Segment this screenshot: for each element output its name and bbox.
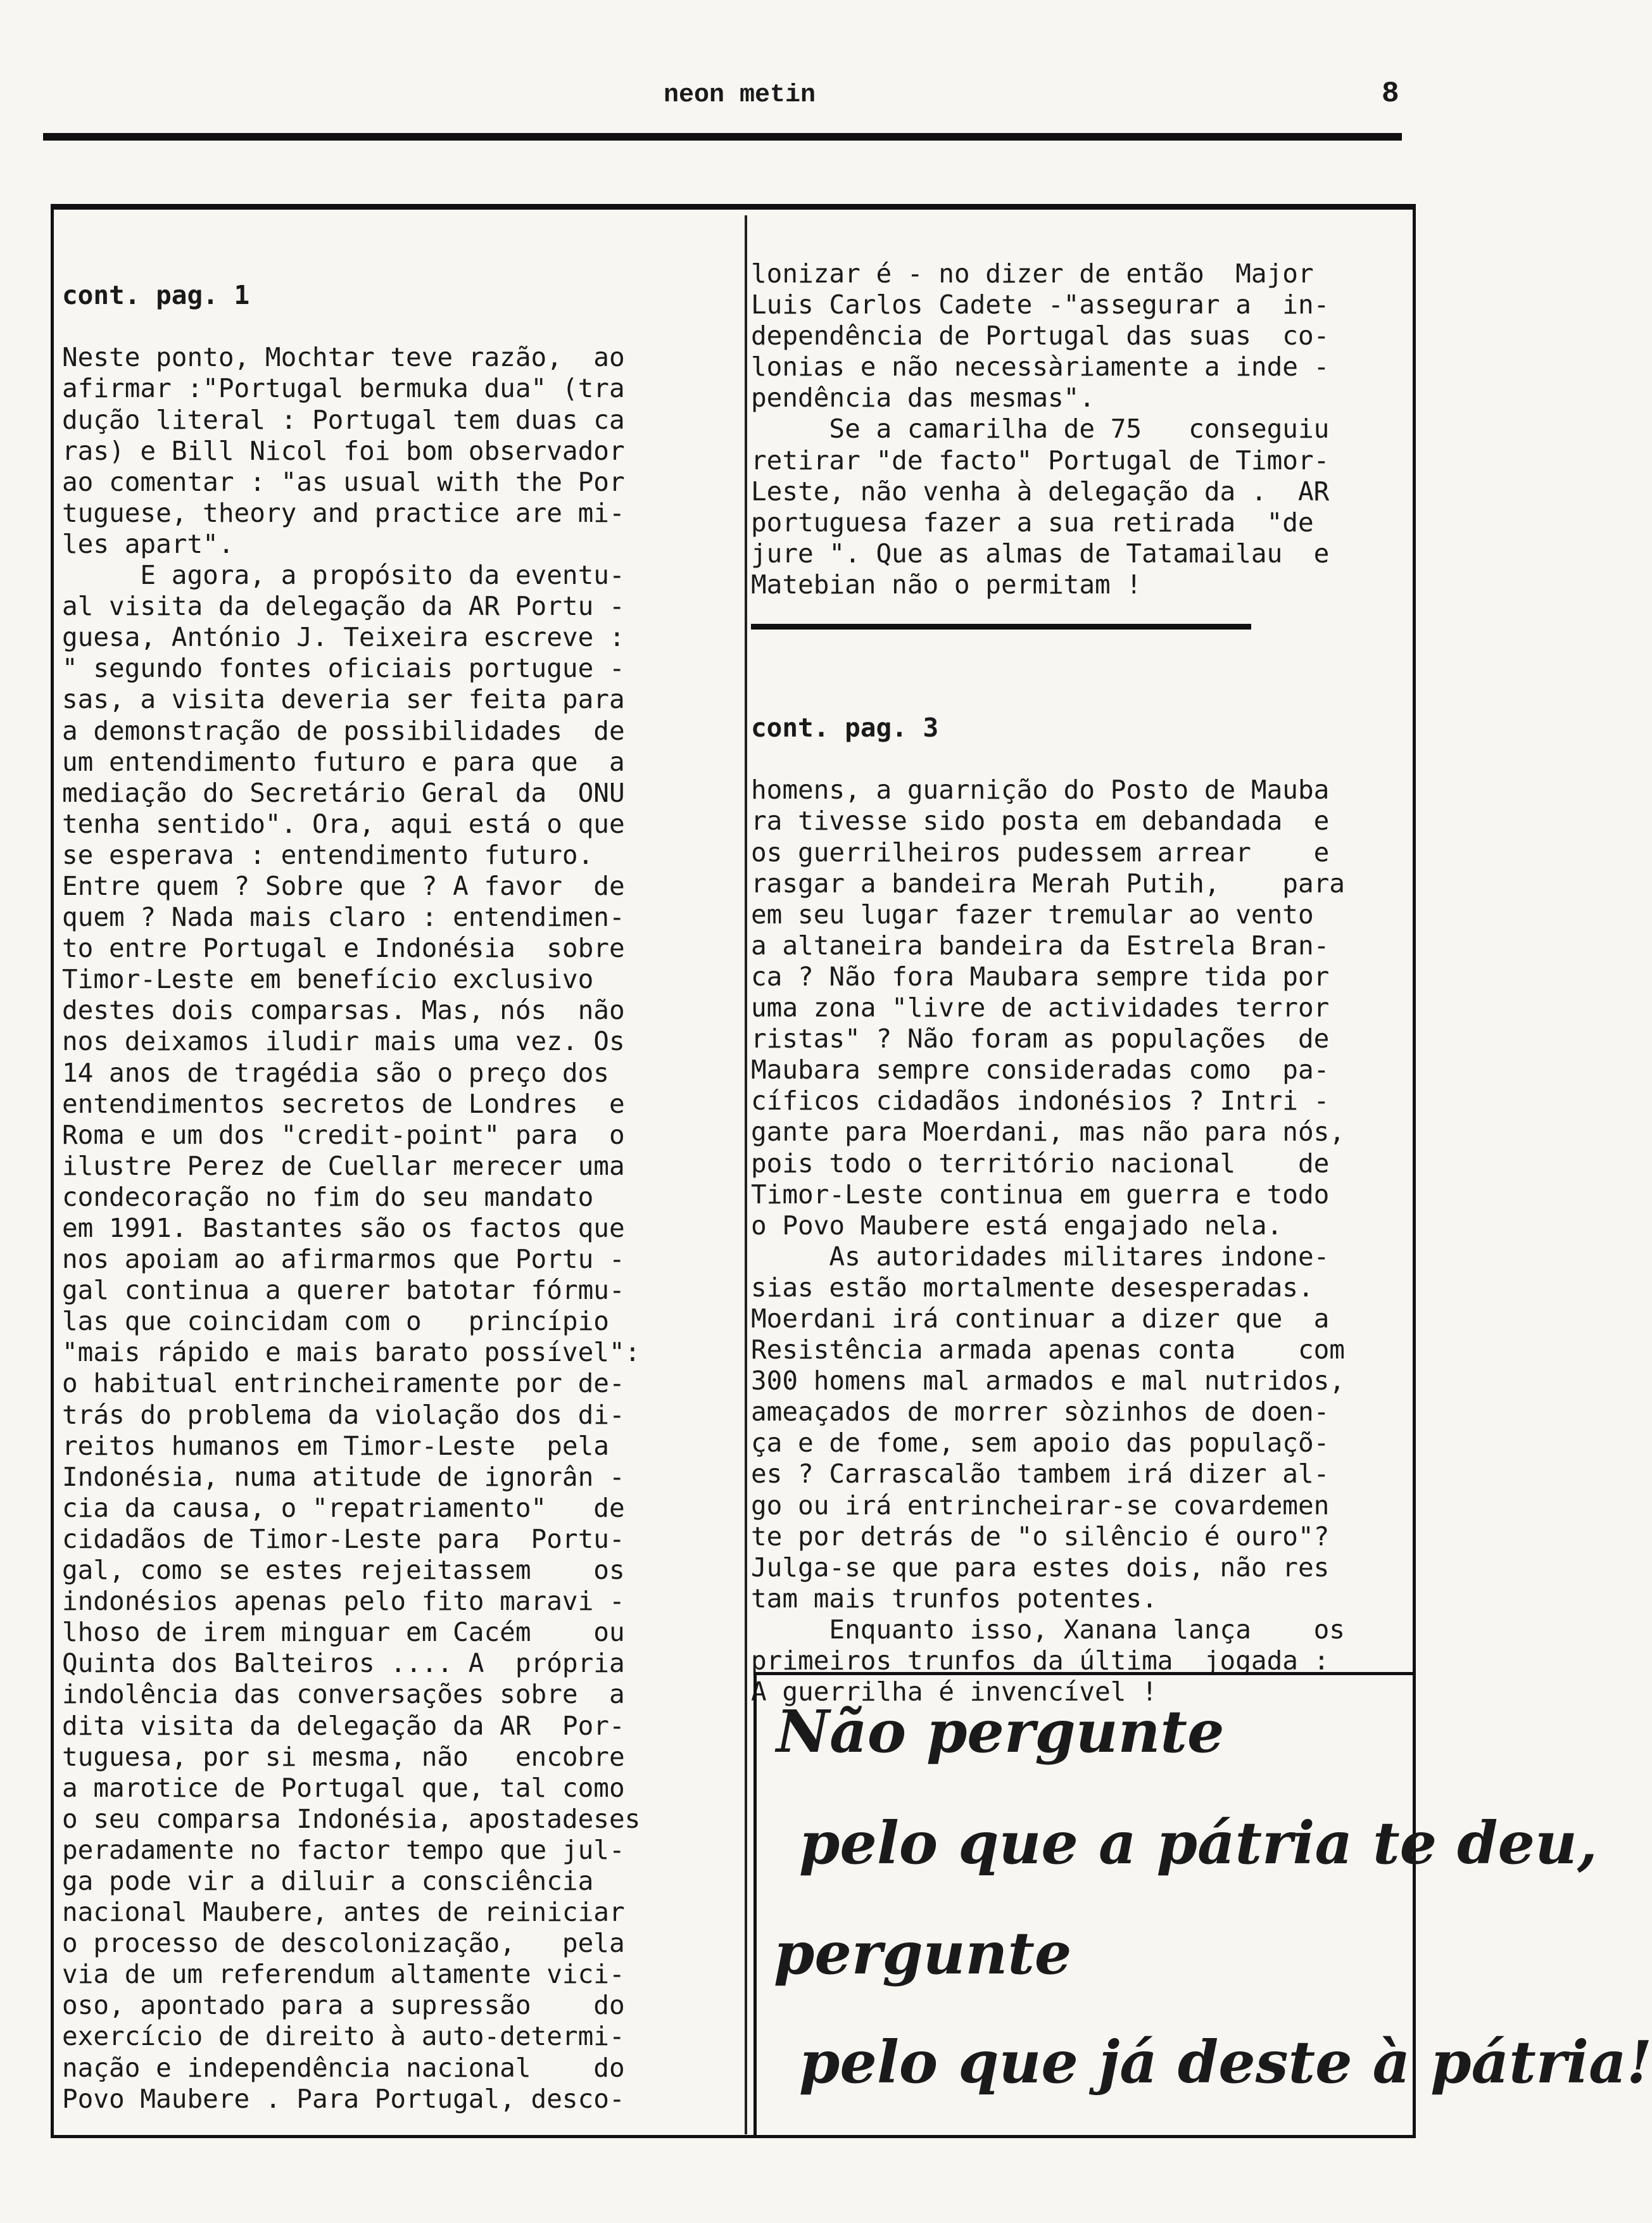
text-line: primeiros trunfos da última jogada : xyxy=(751,1645,1330,1676)
text-line: Matebian não o permitam ! xyxy=(751,569,1142,600)
newsletter-title: neon metin xyxy=(663,81,816,110)
text-line: ca ? Não fora Maubara sempre tida por xyxy=(751,961,1330,992)
text-line: o seu comparsa Indonésia, apostadeses xyxy=(62,1803,641,1834)
text-line: dita visita da delegação da AR Por- xyxy=(62,1710,625,1741)
text-line: Roma e um dos "credit-point" para o xyxy=(62,1119,625,1150)
text-line: jure ". Que as almas de Tatamailau e xyxy=(751,538,1330,569)
text-line: 14 anos de tragédia são o preço dos xyxy=(62,1057,609,1088)
text-line: Luis Carlos Cadete -"assegurar a in- xyxy=(751,289,1330,320)
text-line: Leste, não venha à delegação da . AR xyxy=(751,476,1330,507)
text-line: es ? Carrascalão tambem irá dizer al- xyxy=(751,1459,1330,1490)
right-column-top xyxy=(751,258,1409,600)
text-line: A guerrilha é invencível ! xyxy=(751,1676,1157,1707)
right-column-bottom xyxy=(751,650,1409,1707)
text-line: lonias e não necessàriamente a inde - xyxy=(751,352,1330,383)
text-line: destes dois comparsas. Mas, nós não xyxy=(62,995,625,1026)
text-line: mediação do Secretário Geral da ONU xyxy=(62,777,625,808)
quote-line: Não pergunte xyxy=(776,1697,1225,1766)
column-divider xyxy=(745,215,747,2134)
text-line: o habitual entrincheiramente por de- xyxy=(62,1368,625,1399)
section-divider xyxy=(751,624,1251,630)
text-line: las que coincidam com o princípio xyxy=(62,1306,609,1337)
text-line: os guerrilheiros pudessem arrear e xyxy=(751,837,1330,868)
text-line: se esperava : entendimento futuro. xyxy=(62,839,594,870)
text-line: " segundo fontes oficiais portugue - xyxy=(62,653,625,684)
text-line: o processo de descolonização, pela xyxy=(62,1928,625,1959)
text-line: te por detrás de "o silêncio é ouro"? xyxy=(751,1521,1330,1552)
text-line: pois todo o território nacional de xyxy=(751,1148,1330,1179)
text-line: rasgar a bandeira Merah Putih, para xyxy=(751,868,1345,899)
text-line: via de um referendum altamente vici- xyxy=(62,1959,625,1990)
text-line: um entendimento futuro e para que a xyxy=(62,746,625,777)
text-line: ristas" ? Não foram as populações de xyxy=(751,1023,1330,1054)
text-line: o Povo Maubere está engajado nela. xyxy=(751,1210,1283,1241)
text-line: tam mais trunfos potentes. xyxy=(751,1583,1157,1614)
text-line: Povo Maubere . Para Portugal, desco- xyxy=(62,2083,625,2114)
text-line: Maubara sempre consideradas como pa- xyxy=(751,1054,1330,1086)
text-line: a demonstração de possibilidades de xyxy=(62,715,625,746)
text-line: Entre quem ? Sobre que ? A favor de xyxy=(62,870,625,901)
text-line: cidadãos de Timor-Leste para Portu- xyxy=(62,1523,625,1554)
text-line: Enquanto isso, Xanana lança os xyxy=(751,1614,1345,1645)
text-line: em 1991. Bastantes são os factos que xyxy=(62,1213,625,1243)
text-line: nos deixamos iludir mais uma vez. Os xyxy=(62,1026,625,1057)
left-column xyxy=(62,218,740,2115)
quote-line: pelo que já deste à pátria! xyxy=(799,2028,1652,2096)
text-line: ça e de fome, sem apoio das populaçõ- xyxy=(751,1428,1330,1459)
text-line: guesa, António J. Teixeira escreve : xyxy=(62,622,625,653)
quote-line: pergunte xyxy=(774,1919,1072,1987)
text-line: ra tivesse sido posta em debandada e xyxy=(751,806,1330,837)
text-line: Indonésia, numa atitude de ignorân - xyxy=(62,1461,625,1492)
text-line: Timor-Leste em benefício exclusivo xyxy=(62,964,594,995)
text-line: Quinta dos Balteiros .... A própria xyxy=(62,1648,625,1679)
text-line: ras) e Bill Nicol foi bom observador xyxy=(62,435,625,466)
text-line: trás do problema da violação dos di- xyxy=(62,1399,625,1430)
text-line: Julga-se que para estes dois, não res xyxy=(751,1552,1330,1583)
text-line: entendimentos secretos de Londres e xyxy=(62,1088,625,1119)
text-line: tuguesa, por si mesma, não encobre xyxy=(62,1741,625,1772)
text-line: Moerdani irá continuar a dizer que a xyxy=(751,1303,1330,1334)
text-line: nação e independência nacional do xyxy=(62,2052,625,2083)
text-line: uma zona "livre de actividades terror xyxy=(751,992,1330,1023)
text-line: As autoridades militares indone- xyxy=(751,1241,1330,1272)
text-line: reitos humanos em Timor-Leste pela xyxy=(62,1430,609,1461)
text-line: lonizar é - no dizer de então Major xyxy=(751,258,1314,289)
text-line: nacional Maubere, antes de reiniciar xyxy=(62,1897,625,1928)
text-line: quem ? Nada mais claro : entendimen- xyxy=(62,902,625,933)
text-line: dependência de Portugal das suas co- xyxy=(751,320,1330,352)
right-continuation-heading: cont. pag. 3 xyxy=(751,712,939,744)
text-line: exercício de direito à auto-determi- xyxy=(62,2021,625,2052)
text-line: cíficos cidadãos indonésios ? Intri - xyxy=(751,1086,1330,1117)
header-rule xyxy=(43,133,1402,141)
text-line: sias estão mortalmente desesperadas. xyxy=(751,1272,1314,1303)
text-line: Timor-Leste continua em guerra e todo xyxy=(751,1179,1330,1210)
text-line: gante para Moerdani, mas não para nós, xyxy=(751,1117,1345,1148)
text-line: cia da causa, o "repatriamento" de xyxy=(62,1492,625,1523)
text-line: gal, como se estes rejeitassem os xyxy=(62,1555,625,1586)
text-line: ilustre Perez de Cuellar merecer uma xyxy=(62,1150,625,1181)
text-line: a altaneira bandeira da Estrela Bran- xyxy=(751,930,1330,961)
text-line: homens, a guarnição do Posto de Mauba xyxy=(751,775,1330,806)
text-line: a marotice de Portugal que, tal como xyxy=(62,1772,625,1803)
text-line: oso, apontado para a supressão do xyxy=(62,1990,625,2021)
text-line: ao comentar : "as usual with the Por xyxy=(62,466,625,497)
left-continuation-heading: cont. pag. 1 xyxy=(62,280,250,311)
text-line: retirar "de facto" Portugal de Timor- xyxy=(751,445,1330,476)
text-line: E agora, a propósito da eventu- xyxy=(62,560,625,591)
text-line: Neste ponto, Mochtar teve razão, ao xyxy=(62,342,625,373)
text-line: Se a camarilha de 75 conseguiu xyxy=(751,414,1330,445)
text-line: ameaçados de morrer sòzinhos de doen- xyxy=(751,1396,1330,1428)
text-line: go ou irá entrincheirar-se covardemen xyxy=(751,1490,1330,1521)
text-line: to entre Portugal e Indonésia sobre xyxy=(62,933,625,964)
text-line: indonésios apenas pelo fito maravi - xyxy=(62,1586,625,1617)
text-line: tenha sentido". Ora, aqui está o que xyxy=(62,808,625,839)
text-line: 300 homens mal armados e mal nutridos, xyxy=(751,1365,1345,1396)
text-line: sas, a visita deveria ser feita para xyxy=(62,684,625,715)
text-line: al visita da delegação da AR Portu - xyxy=(62,591,625,622)
text-line: dução literal : Portugal tem duas ca xyxy=(62,404,625,435)
text-line: afirmar :"Portugal bermuka dua" (tra xyxy=(62,373,625,404)
text-line: peradamente no factor tempo que jul- xyxy=(62,1834,625,1865)
text-line: portuguesa fazer a sua retirada "de xyxy=(751,507,1314,538)
text-line: gal continua a querer batotar fórmu- xyxy=(62,1275,625,1306)
page-number: 8 xyxy=(1382,77,1399,110)
text-line: condecoração no fim do seu mandato xyxy=(62,1181,594,1212)
text-line: les apart". xyxy=(62,528,234,559)
text-line: indolência das conversações sobre a xyxy=(62,1679,625,1710)
text-line: nos apoiam ao afirmarmos que Portu - xyxy=(62,1244,625,1275)
text-line: tuguese, theory and practice are mi- xyxy=(62,497,625,528)
text-line: lhoso de irem minguar em Cacém ou xyxy=(62,1617,625,1648)
text-line: Resistência armada apenas conta com xyxy=(751,1334,1345,1365)
text-line: em seu lugar fazer tremular ao vento xyxy=(751,899,1314,930)
text-line: "mais rápido e mais barato possível": xyxy=(62,1337,641,1368)
quote-line: pelo que a pátria te deu, xyxy=(799,1809,1598,1877)
text-line: ga pode vir a diluir a consciência xyxy=(62,1865,594,1896)
text-line: pendência das mesmas". xyxy=(751,383,1095,414)
